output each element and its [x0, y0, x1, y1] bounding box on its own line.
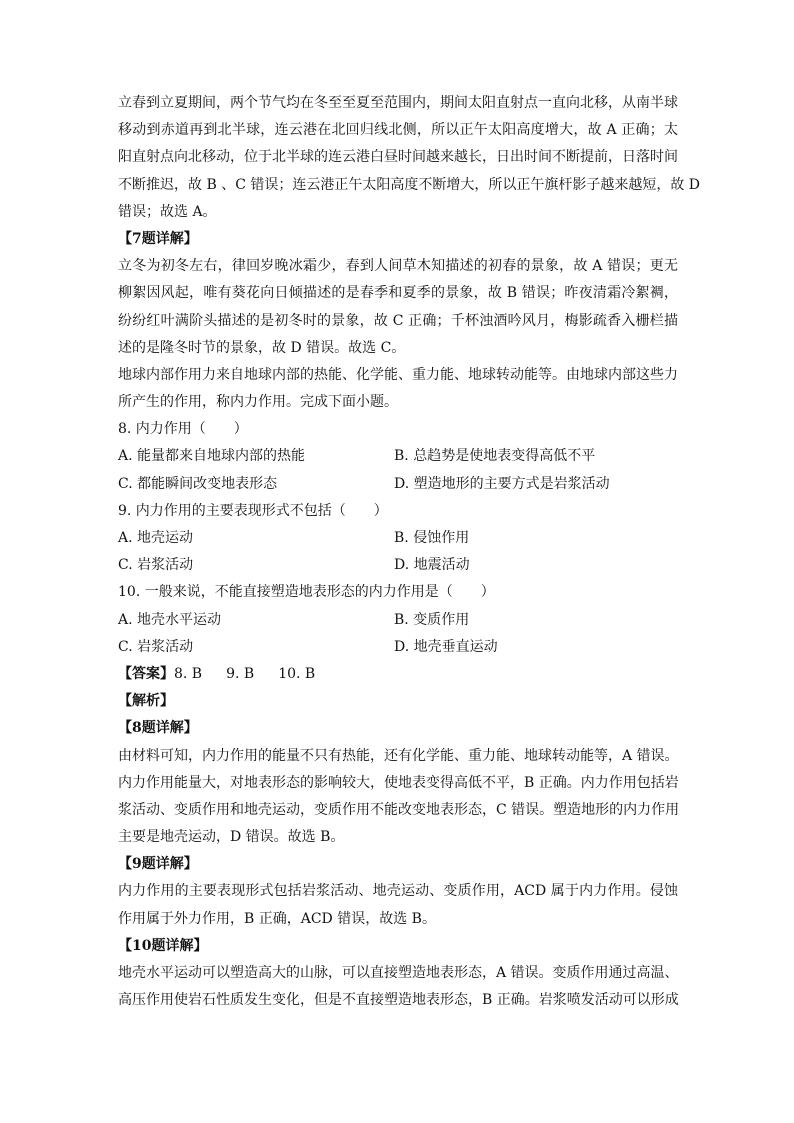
- paragraph-line: 错误；故选 A。: [118, 203, 217, 220]
- paragraph-line: 由材料可知，内力作用的能量不只有热能，还有化学能、重力能、地球转动能等，A 错误。: [118, 747, 679, 764]
- paragraph-line: 作用属于外力作用，B 正确，ACD 错误，故选 B。: [118, 910, 436, 927]
- option-d: D. 塑造地形的主要方式是岩浆活动: [394, 475, 610, 492]
- paragraph-line: 柳絮因风起，唯有葵花向日倾描述的是春季和夏季的景象，故 B 错误；昨夜清霜冷絮裯，: [118, 285, 678, 302]
- paragraph-line: 主要是地壳运动，D 错误。故选 B。: [118, 829, 345, 846]
- paragraph-line: 阳直射点向北移动，位于北半球的连云港白昼时间越来越长，日出时间不断提前，日落时间: [118, 149, 678, 166]
- document-page: [118, 90, 701, 1014]
- paragraph-line: 地壳水平运动可以塑造高大的山脉，可以直接塑造地表形态，A 错误。变质作用通过高温、: [118, 965, 679, 981]
- paragraph-line: 立春到立夏期间，两个节气均在冬至至夏至范围内，期间太阳直射点一直向北移，从南半球: [118, 95, 678, 111]
- question-8-options-row: [118, 471, 678, 498]
- paragraph-line: 高压作用使岩石性质发生变化，但是不直接塑造地表形态，B 正确。岩浆喷发活动可以形成: [118, 992, 679, 1009]
- paragraph-line: 纷纷红叶满阶头描述的是初冬时的景象，故 C 正确；千杯浊酒吟风月，梅影疏香入栅栏描: [118, 312, 678, 329]
- option-b: B. 侵蚀作用: [394, 530, 470, 546]
- option-d: D. 地震活动: [394, 557, 470, 574]
- option-d: D. 地壳垂直运动: [394, 638, 498, 655]
- question-9-options-row: [118, 525, 678, 552]
- option-c: C. 都能瞬间改变地表形态: [118, 475, 278, 492]
- question-9-stem: 9. 内力作用的主要表现形式不包括（ ）: [118, 502, 388, 519]
- paragraph-line: 立冬为初冬左右，律回岁晚冰霜少，春到人间草木知描述的初春的景象，故 A 错误；更无: [118, 258, 678, 275]
- option-a: A. 能量都来自地球内部的热能: [118, 448, 306, 465]
- intro-line: 地球内部作用力来自地球内部的热能、化学能、重力能、地球转动能等。由地球内部这些力: [118, 366, 678, 383]
- answer-label: 【答案】: [118, 665, 174, 682]
- answer-8: 8. B: [174, 665, 203, 682]
- section-heading-10: 【10题详解】: [118, 937, 208, 954]
- question-10-stem: 10. 一般来说，不能直接塑造地表形态的内力作用是（ ）: [118, 584, 495, 601]
- question-9-options-row: [118, 552, 678, 579]
- option-b: B. 变质作用: [394, 611, 470, 628]
- paragraph-line: 不断推迟，故 B 、C 错误；连云港正午太阳高度不断增大，所以正午旗杆影子越来越短，故 D: [118, 176, 701, 193]
- paragraph-line: 述的是隆冬时节的景象，故 D 错误。故选 C。: [118, 339, 406, 356]
- option-b: B. 总趋势是使地表变得高低不平: [394, 448, 596, 465]
- section-heading-7: 【7题详解】: [118, 230, 198, 247]
- analysis-heading: 【解析】: [118, 693, 174, 710]
- answer-line: [118, 661, 678, 688]
- paragraph-line: 内力作用能量大，对地表形态的影响较大，使地表变得高低不平，B 正确。内力作用包括岩: [118, 774, 679, 791]
- intro-line: 所产生的作用，称内力作用。完成下面小题。: [118, 394, 398, 411]
- paragraph-line: 内力作用的主要表现形式包括岩浆活动、地壳运动、变质作用，ACD 属于内力作用。侵蚀: [118, 883, 678, 900]
- question-10-options-row: [118, 607, 678, 634]
- answer-10: 10. B: [278, 665, 316, 682]
- section-heading-9: 【9题详解】: [118, 856, 198, 873]
- question-8-options-row: [118, 443, 678, 470]
- section-heading-8: 【8题详解】: [118, 720, 198, 737]
- paragraph-line: 浆活动、变质作用和地壳运动，变质作用不能改变地表形态，C 错误。塑造地形的内力作用: [118, 801, 680, 818]
- paragraph-line: 移动到赤道再到北半球，连云港在北回归线北侧，所以正午太阳高度增大，故 A 正确；太: [118, 122, 678, 139]
- option-a: A. 地壳运动: [118, 530, 194, 546]
- option-c: C. 岩浆活动: [118, 638, 194, 655]
- option-a: A. 地壳水平运动: [118, 611, 222, 628]
- answer-9: 9. B: [226, 665, 255, 682]
- option-c: C. 岩浆活动: [118, 557, 194, 574]
- question-8-stem: 8. 内力作用（ ）: [118, 421, 248, 438]
- question-10-options-row: [118, 634, 678, 661]
